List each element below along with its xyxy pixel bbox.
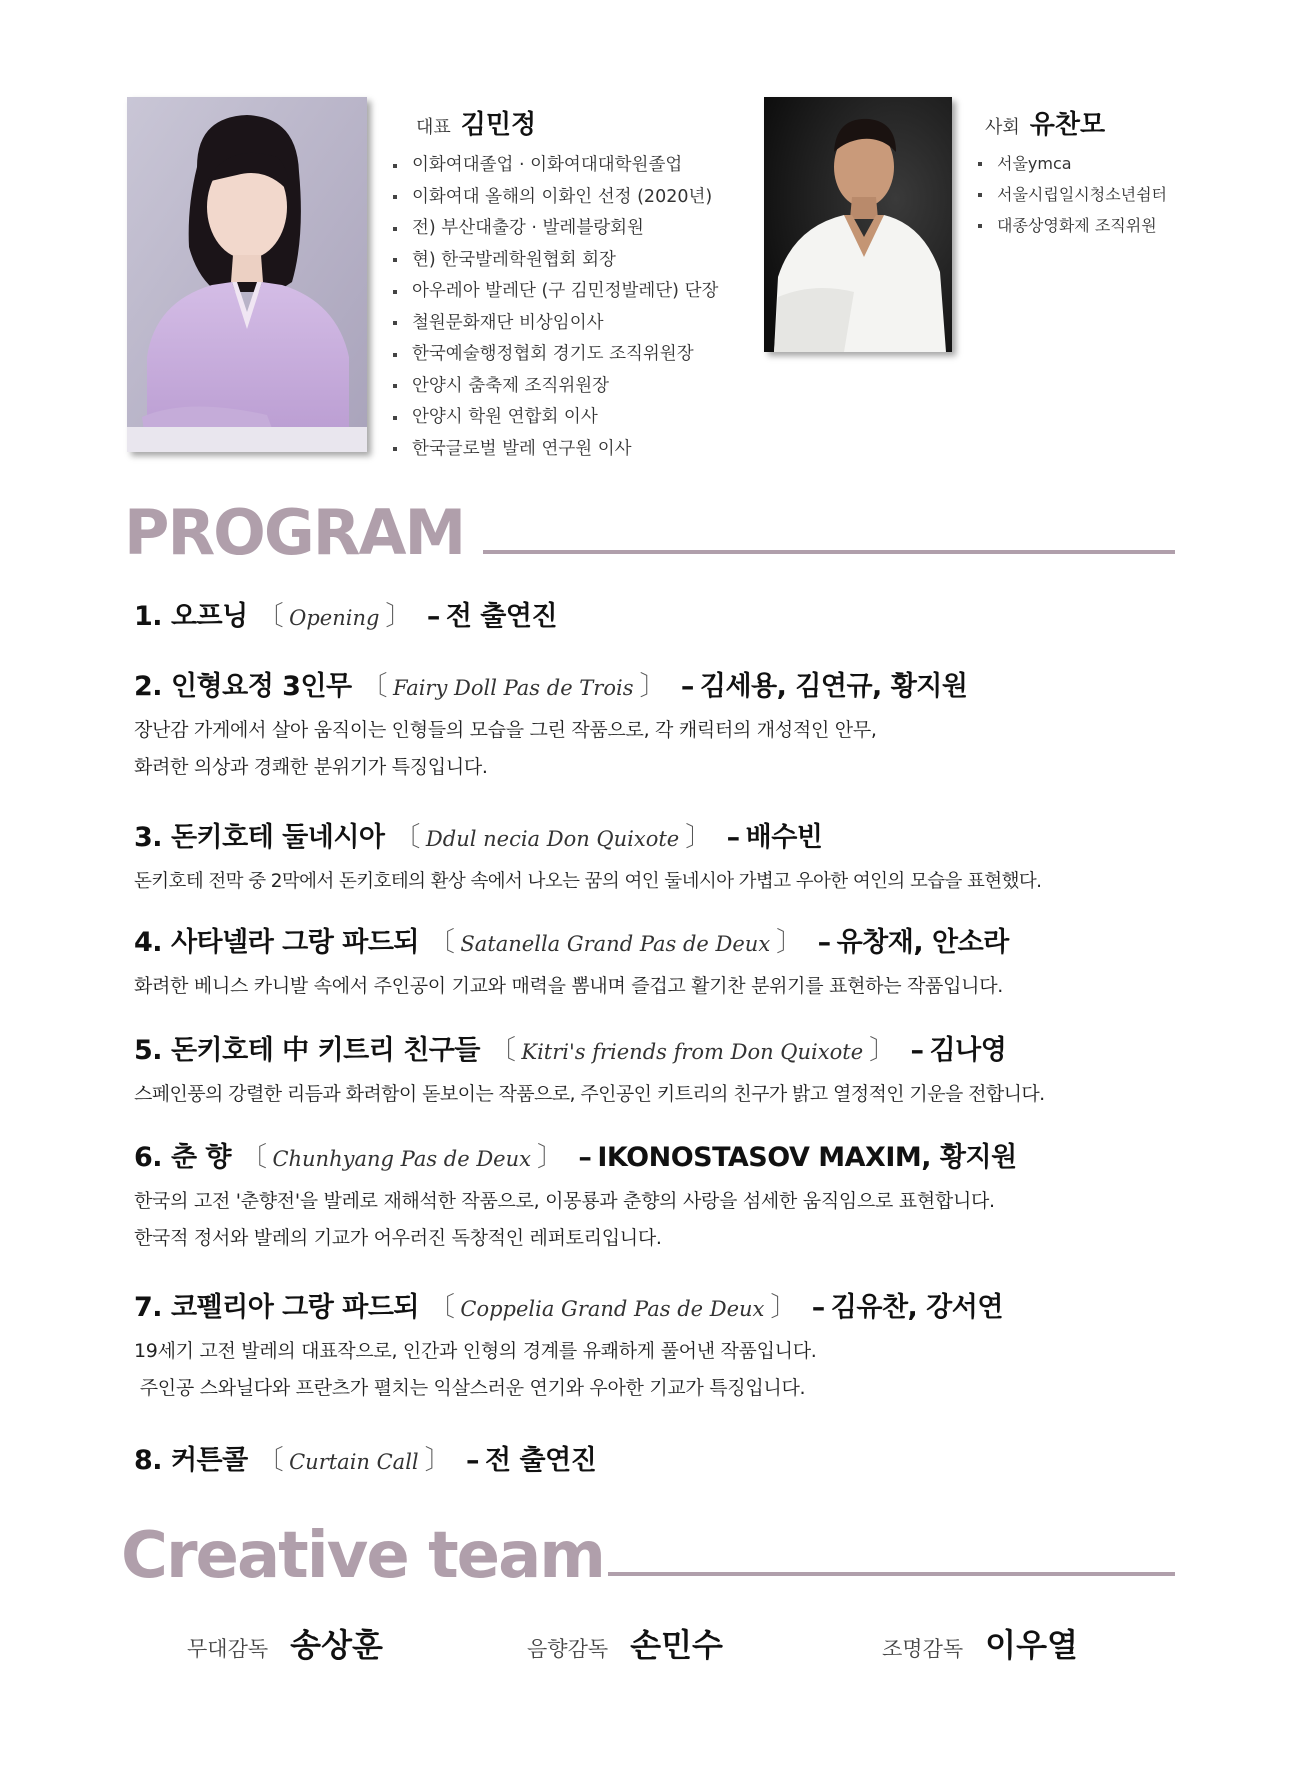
program-item-description <box>134 1183 1174 1257</box>
director-bio-item: 아우레아 발레단 (구 김민정발레단) 단장 <box>390 276 718 308</box>
director-name: 김민정 <box>460 110 537 140</box>
program-item-number: 7. <box>134 1292 163 1323</box>
program-item-4 <box>134 925 1174 1005</box>
director-header <box>416 104 536 141</box>
program-item-performers: 배수빈 <box>745 822 823 853</box>
program-item-english-title: Opening <box>289 606 380 630</box>
program-item-english-title: Chunhyang Pas de Deux <box>272 1147 531 1171</box>
director-photo <box>127 97 367 452</box>
program-item-title: 5. 돈키호테 中 키트리 친구들 〔 Kitri's friends from Don Quixote 〕 – 김나영 <box>134 1035 1007 1066</box>
team-member-role: 무대감독 <box>187 1637 269 1661</box>
host-bio-item: 서울시립일시청소년쉼터 <box>975 179 1167 210</box>
program-desc-line: 화려한 의상과 경쾌한 분위기가 특징입니다. <box>134 756 488 778</box>
program-divider <box>483 550 1175 554</box>
program-item-english-title: Satanella Grand Pas de Deux <box>460 932 771 956</box>
program-desc-line: 돈키호테 전막 중 2막에서 돈키호테의 환상 속에서 나오는 꿈의 여인 둘네시아 가볍고 우아한 여인의 모습을 표현했다. <box>134 871 1042 892</box>
program-item-description <box>134 1076 1174 1113</box>
program-item-7 <box>134 1290 1174 1407</box>
program-item-5 <box>134 1033 1174 1113</box>
creative-team-heading: Creative team <box>121 1519 604 1593</box>
program-item-1 <box>134 599 1174 636</box>
program-item-english-title: Curtain Call <box>289 1450 419 1474</box>
program-item-performers: 김나영 <box>929 1035 1007 1066</box>
program-item-number: 8. <box>134 1445 163 1476</box>
program-heading: PROGRAM <box>124 496 465 569</box>
program-item-3 <box>134 820 1174 900</box>
program-desc-line: 주인공 스와닐다와 프란츠가 펼치는 익살스러운 연기와 우아한 기교가 특징입니다. <box>134 1377 806 1399</box>
program-item-korean-title: 인형요정 3인무 <box>170 671 352 702</box>
program-item-performers: 유창재, 안소라 <box>836 927 1009 958</box>
program-item-performers: IKONOSTASOV MAXIM, 황지원 <box>597 1142 1017 1173</box>
program-item-korean-title: 돈키호테 中 키트리 친구들 <box>170 1035 480 1066</box>
director-bio-list <box>390 150 718 465</box>
director-bio-item: 현) 한국발레학원협회 회장 <box>390 245 718 277</box>
program-item-number: 5. <box>134 1035 163 1066</box>
team-member-sound <box>527 1620 723 1666</box>
program-item-title: 4. 사타넬라 그랑 파드되 〔 Satanella Grand Pas de Deux 〕 – 유창재, 안소라 <box>134 927 1009 958</box>
program-item-english-title: Fairy Doll Pas de Trois <box>393 676 634 700</box>
team-member-name: 송상훈 <box>290 1626 383 1664</box>
program-item-description <box>134 1333 1174 1407</box>
team-member-name: 이우열 <box>985 1626 1078 1664</box>
program-item-korean-title: 사타넬라 그랑 파드되 <box>170 927 419 958</box>
program-item-number: 1. <box>134 601 163 632</box>
team-member-lighting <box>882 1620 1078 1666</box>
program-item-number: 3. <box>134 822 163 853</box>
program-item-title: 3. 돈키호테 둘네시아 〔 Ddul necia Don Quixote 〕 – 배수빈 <box>134 822 823 853</box>
host-photo <box>764 97 952 352</box>
program-item-number: 2. <box>134 671 163 702</box>
program-item-performers: 김세용, 김연규, 황지원 <box>699 671 968 702</box>
director-bio-item: 한국글로벌 발레 연구원 이사 <box>390 434 718 466</box>
program-item-english-title: Ddul necia Don Quixote <box>425 827 680 851</box>
creative-team-divider <box>608 1572 1175 1576</box>
program-desc-line: 19세기 고전 발레의 대표작으로, 인간과 인형의 경계를 유쾌하게 풀어낸 작품입니다. <box>134 1340 817 1362</box>
director-bio-item: 이화여대졸업 · 이화여대대학원졸업 <box>390 150 718 182</box>
host-bio-item: 대종상영화제 조직위원 <box>975 210 1167 241</box>
program-item-number: 6. <box>134 1142 163 1173</box>
program-item-title: 1. 오프닝 〔 Opening 〕 – 전 출연진 <box>134 601 558 632</box>
program-desc-line: 한국적 정서와 발레의 기교가 어우러진 독창적인 레퍼토리입니다. <box>134 1227 662 1249</box>
director-bio-item: 철원문화재단 비상임이사 <box>390 308 718 340</box>
program-item-performers: 김유찬, 강서연 <box>830 1292 1003 1323</box>
program-desc-line: 한국의 고전 '춘향전'을 발레로 재해석한 작품으로, 이몽룡과 춘향의 사랑을 섬세한 움직임으로 표현합니다. <box>134 1190 995 1212</box>
program-item-performers: 전 출연진 <box>485 1445 597 1476</box>
director-bio-item: 전) 부산대출강 · 발레블랑회원 <box>390 213 718 245</box>
program-item-korean-title: 코펠리아 그랑 파드되 <box>170 1292 419 1323</box>
team-member-name: 손민수 <box>630 1626 723 1664</box>
program-item-korean-title: 오프닝 <box>170 601 248 632</box>
program-item-number: 4. <box>134 927 163 958</box>
program-item-title: 7. 코펠리아 그랑 파드되 〔 Coppelia Grand Pas de Deux 〕 – 김유찬, 강서연 <box>134 1292 1003 1323</box>
program-desc-line: 장난감 가게에서 살아 움직이는 인형들의 모습을 그린 작품으로, 각 캐릭터의 개성적인 안무, <box>134 719 877 741</box>
program-desc-line: 스페인풍의 강렬한 리듬과 화려함이 돋보이는 작품으로, 주인공인 키트리의 친구가 밝고 열정적인 기운을 전합니다. <box>134 1083 1045 1105</box>
host-bio-item: 서울ymca <box>975 148 1167 179</box>
program-item-performers: 전 출연진 <box>445 601 558 632</box>
team-member-role: 음향감독 <box>527 1637 609 1661</box>
program-item-description <box>134 712 1174 786</box>
director-bio-item: 안양시 춤축제 조직위원장 <box>390 371 718 403</box>
director-role: 대표 <box>416 117 451 138</box>
program-item-english-title: Coppelia Grand Pas de Deux <box>460 1297 765 1321</box>
host-name: 유찬모 <box>1029 110 1106 140</box>
team-member-role: 조명감독 <box>882 1637 964 1661</box>
director-bio-item: 이화여대 올해의 이화인 선정 (2020년) <box>390 182 718 214</box>
program-item-english-title: Kitri's friends from Don Quixote <box>521 1040 864 1064</box>
host-role: 사회 <box>985 117 1020 138</box>
program-item-description <box>134 863 1174 900</box>
director-bio-item: 한국예술행정협회 경기도 조직위원장 <box>390 339 718 371</box>
program-desc-line: 화려한 베니스 카니발 속에서 주인공이 기교와 매력을 뽐내며 즐겁고 활기찬 분위기를 표현하는 작품입니다. <box>134 975 1003 997</box>
host-header <box>985 104 1105 141</box>
program-item-6 <box>134 1140 1174 1257</box>
program-item-title: 8. 커튼콜 〔 Curtain Call 〕 – 전 출연진 <box>134 1445 597 1476</box>
program-item-title: 6. 춘 향 〔 Chunhyang Pas de Deux 〕 – IKONOSTASOV MAXIM, 황지원 <box>134 1142 1017 1173</box>
program-item-title: 2. 인형요정 3인무 〔 Fairy Doll Pas de Trois 〕 – 김세용, 김연규, 황지원 <box>134 671 968 702</box>
team-member-stage <box>187 1620 383 1666</box>
director-bio-item: 안양시 학원 연합회 이사 <box>390 402 718 434</box>
host-bio-list <box>975 148 1167 241</box>
program-item-korean-title: 커튼콜 <box>170 1445 248 1476</box>
program-item-description <box>134 968 1174 1005</box>
program-item-korean-title: 돈키호테 둘네시아 <box>170 822 385 853</box>
program-item-2 <box>134 669 1174 786</box>
program-item-8 <box>134 1443 1174 1480</box>
program-item-korean-title: 춘 향 <box>170 1142 232 1173</box>
